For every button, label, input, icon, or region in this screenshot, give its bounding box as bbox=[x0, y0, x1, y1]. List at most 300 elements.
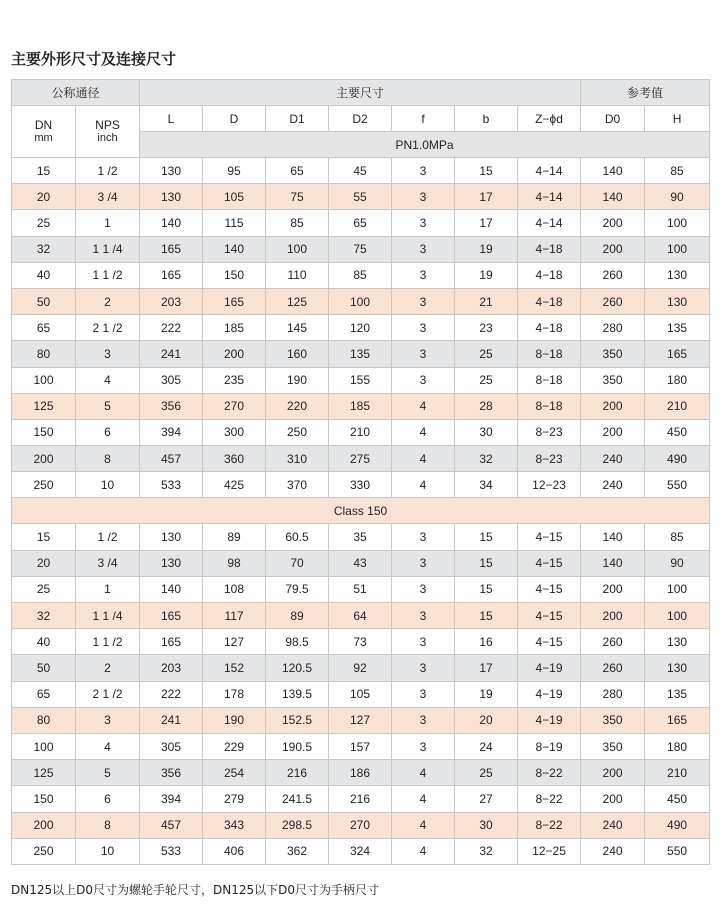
cell-dn: 65 bbox=[12, 315, 76, 341]
cell-dn: 100 bbox=[12, 367, 76, 393]
cell-d: 185 bbox=[203, 315, 266, 341]
table-row bbox=[12, 184, 710, 210]
cell-b: 19 bbox=[455, 681, 518, 707]
cell-d: 117 bbox=[203, 603, 266, 629]
cell-d0: 280 bbox=[581, 681, 645, 707]
cell-d: 406 bbox=[203, 838, 266, 864]
cell-dn: 200 bbox=[12, 812, 76, 838]
cell-d: 190 bbox=[203, 707, 266, 733]
cell-dn: 50 bbox=[12, 655, 76, 681]
cell-nps: 3 bbox=[76, 707, 140, 733]
cell-dn: 20 bbox=[12, 550, 76, 576]
cell-h: 130 bbox=[645, 629, 710, 655]
cell-z-phi-d: 4−14 bbox=[518, 184, 581, 210]
table-row bbox=[12, 760, 710, 786]
cell-l: 356 bbox=[140, 760, 203, 786]
cell-f: 3 bbox=[392, 236, 455, 262]
cell-d0: 240 bbox=[581, 838, 645, 864]
cell-d2: 186 bbox=[329, 760, 392, 786]
cell-b: 15 bbox=[455, 603, 518, 629]
cell-dn: 25 bbox=[12, 210, 76, 236]
header-nominal-diameter: 公称通径 bbox=[12, 80, 140, 106]
cell-h: 130 bbox=[645, 288, 710, 314]
cell-dn: 100 bbox=[12, 733, 76, 759]
header-nps bbox=[76, 106, 140, 158]
cell-d1: 125 bbox=[266, 288, 329, 314]
cell-d0: 200 bbox=[581, 786, 645, 812]
table-row bbox=[12, 576, 710, 602]
cell-z-phi-d: 4−18 bbox=[518, 262, 581, 288]
cell-d0: 200 bbox=[581, 236, 645, 262]
cell-f: 4 bbox=[392, 446, 455, 472]
cell-dn: 150 bbox=[12, 419, 76, 445]
cell-f: 4 bbox=[392, 812, 455, 838]
cell-b: 30 bbox=[455, 812, 518, 838]
section-label-class150: Class 150 bbox=[12, 498, 710, 524]
cell-f: 3 bbox=[392, 184, 455, 210]
cell-d2: 185 bbox=[329, 393, 392, 419]
cell-nps: 3 /4 bbox=[76, 550, 140, 576]
cell-f: 3 bbox=[392, 341, 455, 367]
cell-z-phi-d: 4−19 bbox=[518, 707, 581, 733]
cell-d: 150 bbox=[203, 262, 266, 288]
cell-z-phi-d: 12−25 bbox=[518, 838, 581, 864]
cell-d2: 210 bbox=[329, 419, 392, 445]
cell-z-phi-d: 4−15 bbox=[518, 550, 581, 576]
table-row bbox=[12, 419, 710, 445]
cell-d0: 140 bbox=[581, 524, 645, 550]
cell-l: 165 bbox=[140, 262, 203, 288]
cell-nps: 2 1 /2 bbox=[76, 315, 140, 341]
cell-h: 165 bbox=[645, 341, 710, 367]
cell-nps: 2 1 /2 bbox=[76, 681, 140, 707]
header-reference-values: 参考值 bbox=[581, 80, 710, 106]
cell-b: 19 bbox=[455, 236, 518, 262]
cell-d2: 120 bbox=[329, 315, 392, 341]
cell-b: 20 bbox=[455, 707, 518, 733]
cell-z-phi-d: 4−15 bbox=[518, 629, 581, 655]
cell-f: 4 bbox=[392, 393, 455, 419]
cell-d2: 35 bbox=[329, 524, 392, 550]
cell-z-phi-d: 4−15 bbox=[518, 576, 581, 602]
cell-dn: 40 bbox=[12, 629, 76, 655]
cell-h: 210 bbox=[645, 393, 710, 419]
cell-b: 25 bbox=[455, 760, 518, 786]
cell-d1: 190 bbox=[266, 367, 329, 393]
cell-nps: 10 bbox=[76, 838, 140, 864]
section-row-class150 bbox=[12, 498, 710, 524]
cell-z-phi-d: 8−18 bbox=[518, 341, 581, 367]
cell-l: 533 bbox=[140, 472, 203, 498]
cell-b: 17 bbox=[455, 210, 518, 236]
cell-nps: 3 /4 bbox=[76, 184, 140, 210]
cell-nps: 1 1 /2 bbox=[76, 629, 140, 655]
cell-d1: 79.5 bbox=[266, 576, 329, 602]
cell-nps: 3 bbox=[76, 341, 140, 367]
table-row bbox=[12, 341, 710, 367]
cell-l: 305 bbox=[140, 733, 203, 759]
cell-f: 3 bbox=[392, 315, 455, 341]
cell-nps: 8 bbox=[76, 812, 140, 838]
cell-h: 85 bbox=[645, 524, 710, 550]
cell-nps: 6 bbox=[76, 786, 140, 812]
cell-dn: 15 bbox=[12, 524, 76, 550]
cell-l: 140 bbox=[140, 210, 203, 236]
cell-l: 241 bbox=[140, 341, 203, 367]
cell-l: 533 bbox=[140, 838, 203, 864]
cell-l: 130 bbox=[140, 158, 203, 184]
cell-l: 457 bbox=[140, 812, 203, 838]
cell-d2: 73 bbox=[329, 629, 392, 655]
cell-dn: 32 bbox=[12, 603, 76, 629]
cell-nps: 10 bbox=[76, 472, 140, 498]
cell-nps: 1 1 /2 bbox=[76, 262, 140, 288]
cell-d0: 200 bbox=[581, 576, 645, 602]
cell-d2: 43 bbox=[329, 550, 392, 576]
cell-d2: 270 bbox=[329, 812, 392, 838]
cell-d1: 65 bbox=[266, 158, 329, 184]
table-row bbox=[12, 603, 710, 629]
table-row bbox=[12, 393, 710, 419]
cell-d2: 216 bbox=[329, 786, 392, 812]
cell-h: 490 bbox=[645, 812, 710, 838]
cell-d0: 260 bbox=[581, 629, 645, 655]
cell-d0: 140 bbox=[581, 550, 645, 576]
cell-d0: 140 bbox=[581, 184, 645, 210]
cell-b: 25 bbox=[455, 367, 518, 393]
cell-b: 32 bbox=[455, 838, 518, 864]
cell-dn: 40 bbox=[12, 262, 76, 288]
cell-nps: 2 bbox=[76, 288, 140, 314]
cell-f: 4 bbox=[392, 760, 455, 786]
cell-f: 3 bbox=[392, 603, 455, 629]
cell-d2: 155 bbox=[329, 367, 392, 393]
cell-z-phi-d: 4−19 bbox=[518, 681, 581, 707]
cell-d1: 250 bbox=[266, 419, 329, 445]
cell-dn: 250 bbox=[12, 838, 76, 864]
cell-z-phi-d: 8−23 bbox=[518, 419, 581, 445]
cell-b: 15 bbox=[455, 550, 518, 576]
cell-l: 203 bbox=[140, 288, 203, 314]
cell-d1: 70 bbox=[266, 550, 329, 576]
cell-h: 100 bbox=[645, 236, 710, 262]
table-row bbox=[12, 707, 710, 733]
cell-z-phi-d: 4−19 bbox=[518, 655, 581, 681]
table-row bbox=[12, 655, 710, 681]
cell-d1: 60.5 bbox=[266, 524, 329, 550]
cell-z-phi-d: 8−22 bbox=[518, 786, 581, 812]
cell-d0: 200 bbox=[581, 393, 645, 419]
cell-dn: 20 bbox=[12, 184, 76, 210]
cell-d2: 64 bbox=[329, 603, 392, 629]
table-row bbox=[12, 681, 710, 707]
cell-b: 30 bbox=[455, 419, 518, 445]
cell-z-phi-d: 4−14 bbox=[518, 158, 581, 184]
table-row bbox=[12, 812, 710, 838]
cell-d2: 275 bbox=[329, 446, 392, 472]
table-row bbox=[12, 524, 710, 550]
cell-d1: 75 bbox=[266, 184, 329, 210]
cell-h: 135 bbox=[645, 681, 710, 707]
cell-d0: 260 bbox=[581, 262, 645, 288]
cell-l: 457 bbox=[140, 446, 203, 472]
cell-f: 3 bbox=[392, 158, 455, 184]
cell-d2: 105 bbox=[329, 681, 392, 707]
table-row bbox=[12, 236, 710, 262]
cell-d: 229 bbox=[203, 733, 266, 759]
table-body bbox=[12, 158, 710, 865]
header-col-b: b bbox=[455, 106, 518, 132]
header-col-l: L bbox=[140, 106, 203, 132]
cell-h: 90 bbox=[645, 184, 710, 210]
cell-d1: 241.5 bbox=[266, 786, 329, 812]
cell-h: 165 bbox=[645, 707, 710, 733]
cell-h: 100 bbox=[645, 576, 710, 602]
cell-d0: 200 bbox=[581, 210, 645, 236]
cell-d1: 298.5 bbox=[266, 812, 329, 838]
cell-l: 222 bbox=[140, 681, 203, 707]
cell-d: 140 bbox=[203, 236, 266, 262]
cell-b: 15 bbox=[455, 576, 518, 602]
cell-h: 490 bbox=[645, 446, 710, 472]
cell-nps: 2 bbox=[76, 655, 140, 681]
table-row bbox=[12, 158, 710, 184]
cell-b: 15 bbox=[455, 524, 518, 550]
cell-f: 3 bbox=[392, 210, 455, 236]
footnote: DN125以上D0尺寸为螺轮手轮尺寸，DN125以下D0尺寸为手柄尺寸 bbox=[11, 883, 379, 897]
cell-d0: 350 bbox=[581, 707, 645, 733]
cell-d1: 370 bbox=[266, 472, 329, 498]
cell-b: 21 bbox=[455, 288, 518, 314]
cell-d: 235 bbox=[203, 367, 266, 393]
cell-d: 270 bbox=[203, 393, 266, 419]
cell-d1: 100 bbox=[266, 236, 329, 262]
cell-z-phi-d: 8−18 bbox=[518, 367, 581, 393]
cell-b: 27 bbox=[455, 786, 518, 812]
cell-f: 4 bbox=[392, 419, 455, 445]
cell-z-phi-d: 4−14 bbox=[518, 210, 581, 236]
cell-d: 300 bbox=[203, 419, 266, 445]
cell-l: 140 bbox=[140, 576, 203, 602]
cell-h: 130 bbox=[645, 262, 710, 288]
cell-b: 19 bbox=[455, 262, 518, 288]
cell-l: 130 bbox=[140, 524, 203, 550]
cell-d2: 127 bbox=[329, 707, 392, 733]
cell-f: 3 bbox=[392, 524, 455, 550]
cell-d0: 240 bbox=[581, 472, 645, 498]
table-row bbox=[12, 288, 710, 314]
cell-nps: 1 /2 bbox=[76, 524, 140, 550]
cell-d1: 98.5 bbox=[266, 629, 329, 655]
cell-l: 130 bbox=[140, 550, 203, 576]
cell-dn: 80 bbox=[12, 341, 76, 367]
cell-b: 34 bbox=[455, 472, 518, 498]
cell-f: 3 bbox=[392, 629, 455, 655]
cell-d: 108 bbox=[203, 576, 266, 602]
cell-dn: 50 bbox=[12, 288, 76, 314]
header-col-h: H bbox=[645, 106, 710, 132]
cell-nps: 6 bbox=[76, 419, 140, 445]
cell-d0: 200 bbox=[581, 603, 645, 629]
cell-f: 3 bbox=[392, 707, 455, 733]
cell-d2: 135 bbox=[329, 341, 392, 367]
cell-d1: 362 bbox=[266, 838, 329, 864]
cell-nps: 1 bbox=[76, 210, 140, 236]
cell-d: 115 bbox=[203, 210, 266, 236]
cell-dn: 200 bbox=[12, 446, 76, 472]
cell-l: 222 bbox=[140, 315, 203, 341]
cell-d2: 55 bbox=[329, 184, 392, 210]
cell-d: 279 bbox=[203, 786, 266, 812]
cell-z-phi-d: 4−18 bbox=[518, 315, 581, 341]
cell-nps: 1 1 /4 bbox=[76, 603, 140, 629]
cell-d: 254 bbox=[203, 760, 266, 786]
cell-d1: 216 bbox=[266, 760, 329, 786]
cell-z-phi-d: 4−15 bbox=[518, 524, 581, 550]
cell-d1: 152.5 bbox=[266, 707, 329, 733]
cell-z-phi-d: 8−18 bbox=[518, 393, 581, 419]
cell-h: 85 bbox=[645, 158, 710, 184]
cell-d: 165 bbox=[203, 288, 266, 314]
cell-h: 180 bbox=[645, 367, 710, 393]
cell-l: 130 bbox=[140, 184, 203, 210]
cell-d0: 350 bbox=[581, 341, 645, 367]
cell-d0: 240 bbox=[581, 446, 645, 472]
cell-d0: 350 bbox=[581, 367, 645, 393]
cell-d1: 110 bbox=[266, 262, 329, 288]
cell-z-phi-d: 8−23 bbox=[518, 446, 581, 472]
cell-d1: 220 bbox=[266, 393, 329, 419]
cell-dn: 150 bbox=[12, 786, 76, 812]
cell-d0: 200 bbox=[581, 760, 645, 786]
cell-d2: 100 bbox=[329, 288, 392, 314]
dimensions-table bbox=[11, 79, 710, 865]
cell-dn: 25 bbox=[12, 576, 76, 602]
cell-dn: 125 bbox=[12, 760, 76, 786]
cell-h: 450 bbox=[645, 419, 710, 445]
cell-h: 90 bbox=[645, 550, 710, 576]
header-nps-unit: inch bbox=[97, 131, 118, 144]
cell-f: 3 bbox=[392, 576, 455, 602]
cell-nps: 5 bbox=[76, 393, 140, 419]
cell-d1: 85 bbox=[266, 210, 329, 236]
cell-h: 100 bbox=[645, 603, 710, 629]
cell-z-phi-d: 4−18 bbox=[518, 236, 581, 262]
header-col-f: f bbox=[392, 106, 455, 132]
cell-d2: 45 bbox=[329, 158, 392, 184]
cell-h: 180 bbox=[645, 733, 710, 759]
cell-d1: 145 bbox=[266, 315, 329, 341]
cell-b: 24 bbox=[455, 733, 518, 759]
cell-l: 394 bbox=[140, 786, 203, 812]
cell-l: 356 bbox=[140, 393, 203, 419]
cell-f: 4 bbox=[392, 838, 455, 864]
page-title: 主要外形尺寸及连接尺寸 bbox=[11, 50, 177, 68]
cell-nps: 1 1 /4 bbox=[76, 236, 140, 262]
cell-f: 3 bbox=[392, 733, 455, 759]
cell-d0: 200 bbox=[581, 419, 645, 445]
cell-d2: 85 bbox=[329, 262, 392, 288]
header-col-d1: D1 bbox=[266, 106, 329, 132]
cell-d1: 89 bbox=[266, 603, 329, 629]
cell-d0: 240 bbox=[581, 812, 645, 838]
cell-d: 200 bbox=[203, 341, 266, 367]
cell-d1: 310 bbox=[266, 446, 329, 472]
cell-d: 95 bbox=[203, 158, 266, 184]
cell-l: 394 bbox=[140, 419, 203, 445]
header-dn bbox=[12, 106, 76, 158]
cell-z-phi-d: 4−18 bbox=[518, 288, 581, 314]
table-row bbox=[12, 367, 710, 393]
table-row bbox=[12, 315, 710, 341]
cell-nps: 4 bbox=[76, 733, 140, 759]
cell-f: 4 bbox=[392, 786, 455, 812]
table-row bbox=[12, 210, 710, 236]
cell-z-phi-d: 8−22 bbox=[518, 760, 581, 786]
table-row bbox=[12, 838, 710, 864]
cell-h: 550 bbox=[645, 838, 710, 864]
header-col-d2: D2 bbox=[329, 106, 392, 132]
cell-nps: 1 bbox=[76, 576, 140, 602]
cell-nps: 4 bbox=[76, 367, 140, 393]
cell-dn: 65 bbox=[12, 681, 76, 707]
cell-f: 3 bbox=[392, 655, 455, 681]
cell-b: 28 bbox=[455, 393, 518, 419]
cell-z-phi-d: 8−19 bbox=[518, 733, 581, 759]
cell-d1: 190.5 bbox=[266, 733, 329, 759]
cell-f: 4 bbox=[392, 472, 455, 498]
cell-d1: 120.5 bbox=[266, 655, 329, 681]
cell-d: 178 bbox=[203, 681, 266, 707]
cell-h: 210 bbox=[645, 760, 710, 786]
cell-d: 98 bbox=[203, 550, 266, 576]
cell-d2: 324 bbox=[329, 838, 392, 864]
table-row bbox=[12, 446, 710, 472]
cell-f: 3 bbox=[392, 288, 455, 314]
cell-d: 425 bbox=[203, 472, 266, 498]
cell-b: 23 bbox=[455, 315, 518, 341]
cell-nps: 8 bbox=[76, 446, 140, 472]
table-row bbox=[12, 733, 710, 759]
cell-d0: 140 bbox=[581, 158, 645, 184]
cell-f: 3 bbox=[392, 367, 455, 393]
cell-d0: 260 bbox=[581, 655, 645, 681]
section-label-pn10: PN1.0MPa bbox=[140, 132, 710, 158]
header-col-d0: D0 bbox=[581, 106, 645, 132]
cell-d1: 160 bbox=[266, 341, 329, 367]
cell-d1: 139.5 bbox=[266, 681, 329, 707]
header-dn-label: DN bbox=[34, 117, 53, 132]
header-nps-label: NPS bbox=[95, 117, 120, 132]
cell-d0: 280 bbox=[581, 315, 645, 341]
cell-dn: 32 bbox=[12, 236, 76, 262]
cell-d: 105 bbox=[203, 184, 266, 210]
cell-d2: 65 bbox=[329, 210, 392, 236]
cell-b: 25 bbox=[455, 341, 518, 367]
cell-d: 152 bbox=[203, 655, 266, 681]
cell-z-phi-d: 8−22 bbox=[518, 812, 581, 838]
cell-d: 360 bbox=[203, 446, 266, 472]
header-main-dimensions: 主要尺寸 bbox=[140, 80, 581, 106]
cell-h: 130 bbox=[645, 655, 710, 681]
cell-dn: 125 bbox=[12, 393, 76, 419]
cell-l: 203 bbox=[140, 655, 203, 681]
cell-l: 305 bbox=[140, 367, 203, 393]
cell-b: 16 bbox=[455, 629, 518, 655]
cell-l: 241 bbox=[140, 707, 203, 733]
table-row bbox=[12, 786, 710, 812]
table-row bbox=[12, 472, 710, 498]
